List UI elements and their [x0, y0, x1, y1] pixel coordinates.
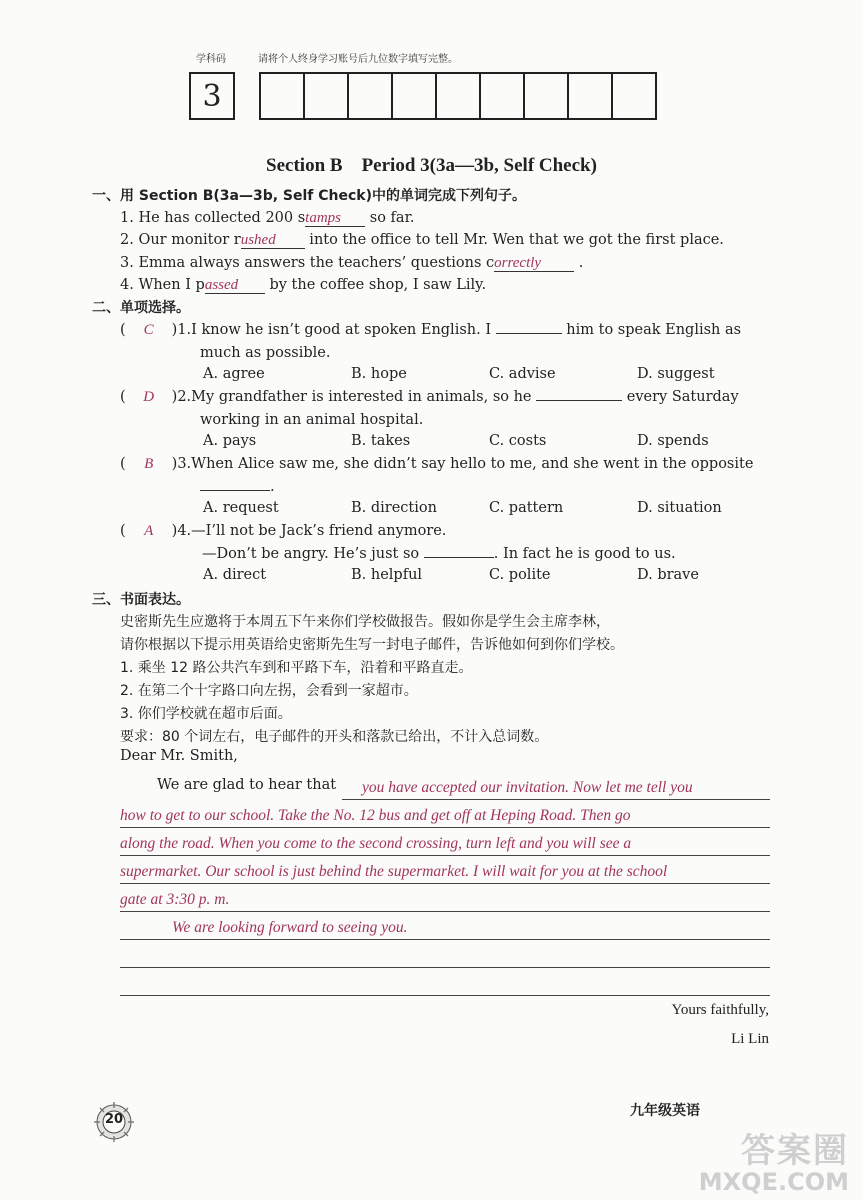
- writing-intro-2: 请你根据以下提示用英语给史密斯先生写一封电子邮件，告诉他如何到你们学校。: [120, 637, 624, 653]
- letter-opening: We are glad to hear that: [157, 777, 337, 793]
- digit-box[interactable]: [347, 72, 393, 120]
- site-watermark: 答案圈 MXQE.COM: [698, 1131, 849, 1196]
- answer-text: ushed: [240, 232, 276, 248]
- mc2-option-d: D. spends: [637, 433, 709, 449]
- account-code-boxes: [189, 72, 657, 120]
- mc-answer-2: D: [143, 389, 155, 405]
- subject-code-label: 学科码: [196, 54, 226, 65]
- mc-question-2-cont: working in an animal hospital.: [200, 412, 424, 428]
- mc-question-2: ( D )2.My grandfather is interested in animals, so he every Saturday: [120, 389, 739, 405]
- writing-line-5: gate at 3:30 p. m.: [120, 884, 770, 912]
- digit-box[interactable]: [479, 72, 525, 120]
- account-instruction: 请将个人终身学习账号后九位数字填写完整。: [258, 54, 458, 65]
- mc-question-4-cont: —Don’t be angry. He’s just so . In fact he is good to us.: [202, 546, 676, 562]
- writing-line-3: along the road. When you come to the second crossing, turn left and you will see a: [120, 828, 770, 856]
- mc1-option-d: D. suggest: [637, 366, 715, 382]
- mc-answer-3: B: [144, 456, 154, 472]
- writing-line-6: We are looking forward to seeing you.: [120, 912, 770, 940]
- grade-label: 九年级英语: [630, 1103, 700, 1119]
- mc2-option-c: C. costs: [489, 433, 547, 449]
- mc2-option-a: A. pays: [203, 433, 257, 449]
- writing-intro-1: 史密斯先生应邀将于本周五下午来你们学校做报告。假如你是学生会主席李林，: [120, 614, 610, 630]
- digit-box[interactable]: [567, 72, 613, 120]
- digit-box[interactable]: [303, 72, 349, 120]
- mc3-option-c: C. pattern: [489, 500, 564, 516]
- salutation: Dear Mr. Smith,: [120, 748, 238, 764]
- mc-question-4: ( A )4.—I’ll not be Jack’s friend anymore.: [120, 523, 447, 539]
- mc-question-1: ( C )1.I know he isn’t good at spoken English. I him to speak English as: [120, 322, 742, 338]
- mc2-option-b: B. takes: [351, 433, 411, 449]
- writing-hint-1: 1. 乘坐 12 路公共汽车到和平路下车，沿着和平路直走。: [120, 660, 473, 676]
- mc3-option-d: D. situation: [637, 500, 722, 516]
- letter-closing: Yours faithfully,: [671, 1002, 769, 1018]
- mc1-option-b: B. hope: [351, 366, 407, 382]
- part1-item-3: 3. Emma always answers the teachers’ questions correctly .: [120, 255, 584, 271]
- writing-hint-2: 2. 在第二个十字路口向左拐，会看到一家超市。: [120, 683, 418, 699]
- mc-question-1-cont: much as possible.: [200, 345, 331, 361]
- answer-text: tamps: [305, 210, 342, 226]
- writing-requirement: 要求：80 个词左右，电子邮件的开头和落款已给出，不计入总词数。: [120, 729, 549, 745]
- writing-hint-3: 3. 你们学校就在超市后面。: [120, 706, 292, 722]
- writing-line-7: [120, 940, 770, 968]
- part2-heading: 二、单项选择。: [92, 300, 190, 316]
- mc4-option-a: A. direct: [203, 567, 267, 583]
- mc1-option-a: A. agree: [203, 366, 265, 382]
- part1-item-1: 1. He has collected 200 stamps so far.: [120, 210, 415, 226]
- mc-question-3: ( B )3.When Alice saw me, she didn’t say hello to me, and she went in the opposite: [120, 456, 754, 472]
- mc3-option-b: B. direction: [351, 500, 437, 516]
- part1-item-4: 4. When I passed by the coffee shop, I saw Lily.: [120, 277, 487, 293]
- mc-answer-4: A: [144, 523, 154, 539]
- writing-line-2: how to get to our school. Take the No. 12 bus and get off at Heping Road. Then go: [120, 800, 770, 828]
- writing-line-8: [120, 968, 770, 996]
- page-number: 20: [104, 1112, 124, 1127]
- mc4-option-b: B. helpful: [351, 567, 423, 583]
- digit-box[interactable]: [611, 72, 657, 120]
- mc3-option-a: A. request: [203, 500, 279, 516]
- answer-text: assed: [204, 277, 239, 293]
- mc-answer-1: C: [143, 322, 154, 338]
- letter-signature: Li Lin: [731, 1031, 769, 1047]
- part1-item-2: 2. Our monitor rushed into the office to tell Mr. Wen that we got the first place.: [120, 232, 724, 248]
- digit-box[interactable]: [435, 72, 481, 120]
- mc4-option-d: D. brave: [637, 567, 699, 583]
- page-number-badge: [92, 1100, 136, 1144]
- mc4-option-c: C. polite: [489, 567, 551, 583]
- part1-heading: 一、用 Section B(3a—3b, Self Check)中的单词完成下列句子。: [92, 188, 526, 204]
- part3-heading: 三、书面表达。: [92, 592, 190, 608]
- page-title: Section B Period 3(3a—3b, Self Check): [266, 155, 597, 176]
- digit-box[interactable]: [259, 72, 305, 120]
- digit-box[interactable]: [391, 72, 437, 120]
- subject-code-box: 3: [189, 72, 235, 120]
- writing-line-4: supermarket. Our school is just behind the supermarket. I will wait for you at the school: [120, 856, 770, 884]
- digit-box[interactable]: [523, 72, 569, 120]
- writing-line-1: you have accepted our invitation. Now let me tell you: [342, 772, 770, 800]
- digit-boxes: [259, 72, 657, 120]
- answer-text: orrectly: [494, 255, 542, 271]
- mc-question-3-cont: .: [200, 477, 275, 497]
- mc1-option-c: C. advise: [489, 366, 556, 382]
